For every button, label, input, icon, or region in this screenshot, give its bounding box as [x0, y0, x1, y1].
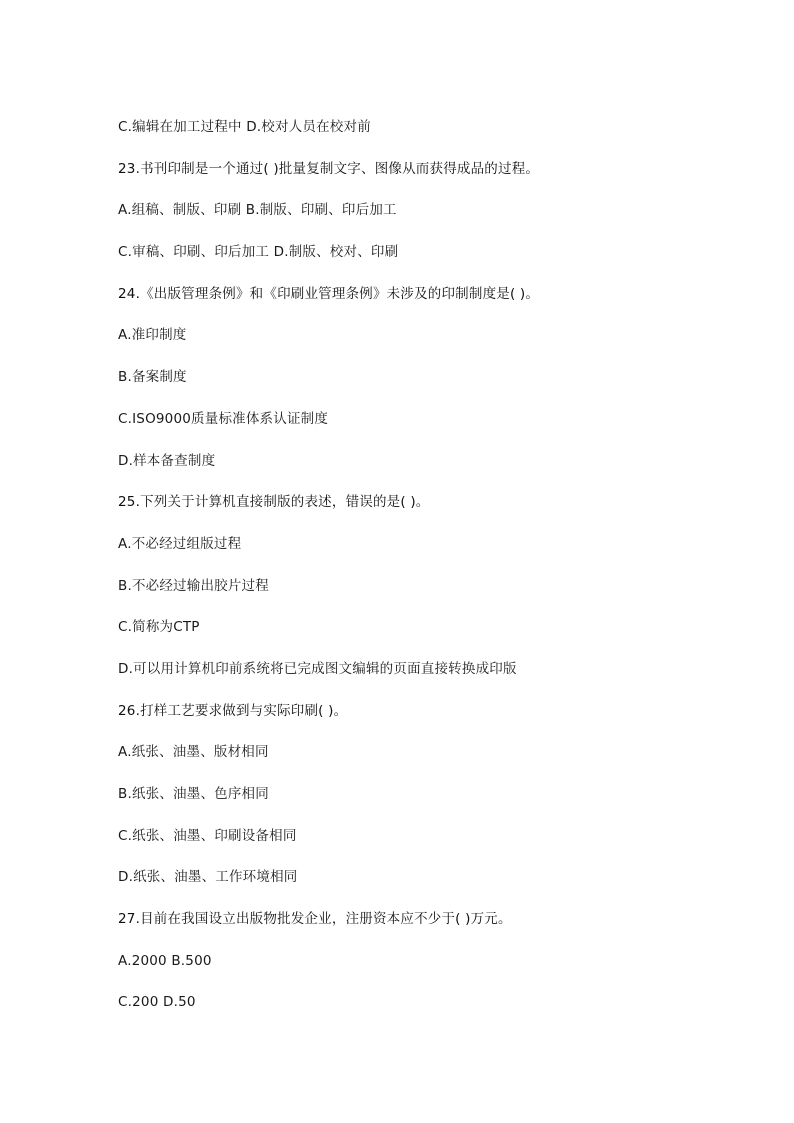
option-line: D.纸张、油墨、工作环境相同	[118, 869, 298, 886]
question-25: 25.下列关于计算机直接制版的表述，错误的是( )。	[118, 494, 430, 511]
option-line: D.可以用计算机印前系统将已完成图文编辑的页面直接转换成印版	[118, 660, 517, 677]
option-line: B.备案制度	[118, 369, 187, 386]
option-line: C.纸张、油墨、印刷设备相同	[118, 827, 297, 844]
option-line: C.200 D.50	[118, 994, 196, 1011]
question-23: 23.书刊印制是一个通过( )批量复制文字、图像从而获得成品的过程。	[118, 160, 540, 177]
option-line: C.简称为CTP	[118, 619, 200, 636]
option-line: C.编辑在加工过程中 D.校对人员在校对前	[118, 119, 371, 135]
option-line: C.审稿、印刷、印后加工 D.制版、校对、印刷	[118, 244, 399, 261]
question-list	[118, 116, 738, 1033]
option-line: D.样本备查制度	[118, 452, 216, 469]
question-24: 24.《出版管理条例》和《印刷业管理条例》未涉及的印制制度是( )。	[118, 285, 540, 302]
option-line: C.ISO9000质量标准体系认证制度	[118, 410, 329, 427]
option-line: B.纸张、油墨、色序相同	[118, 786, 269, 802]
option-line: A.准印制度	[118, 327, 187, 344]
question-27: 27.目前在我国设立出版物批发企业，注册资本应不少于( )万元。	[118, 911, 512, 928]
option-line: A.纸张、油墨、版材相同	[118, 744, 269, 761]
option-line: A.不必经过组版过程	[118, 535, 242, 552]
option-line: A.2000 B.500	[118, 952, 212, 969]
option-line: A.组稿、制版、印刷 B.制版、印刷、印后加工	[118, 202, 397, 219]
question-26: 26.打样工艺要求做到与实际印刷( )。	[118, 702, 348, 719]
option-line: B.不必经过输出胶片过程	[118, 577, 269, 594]
